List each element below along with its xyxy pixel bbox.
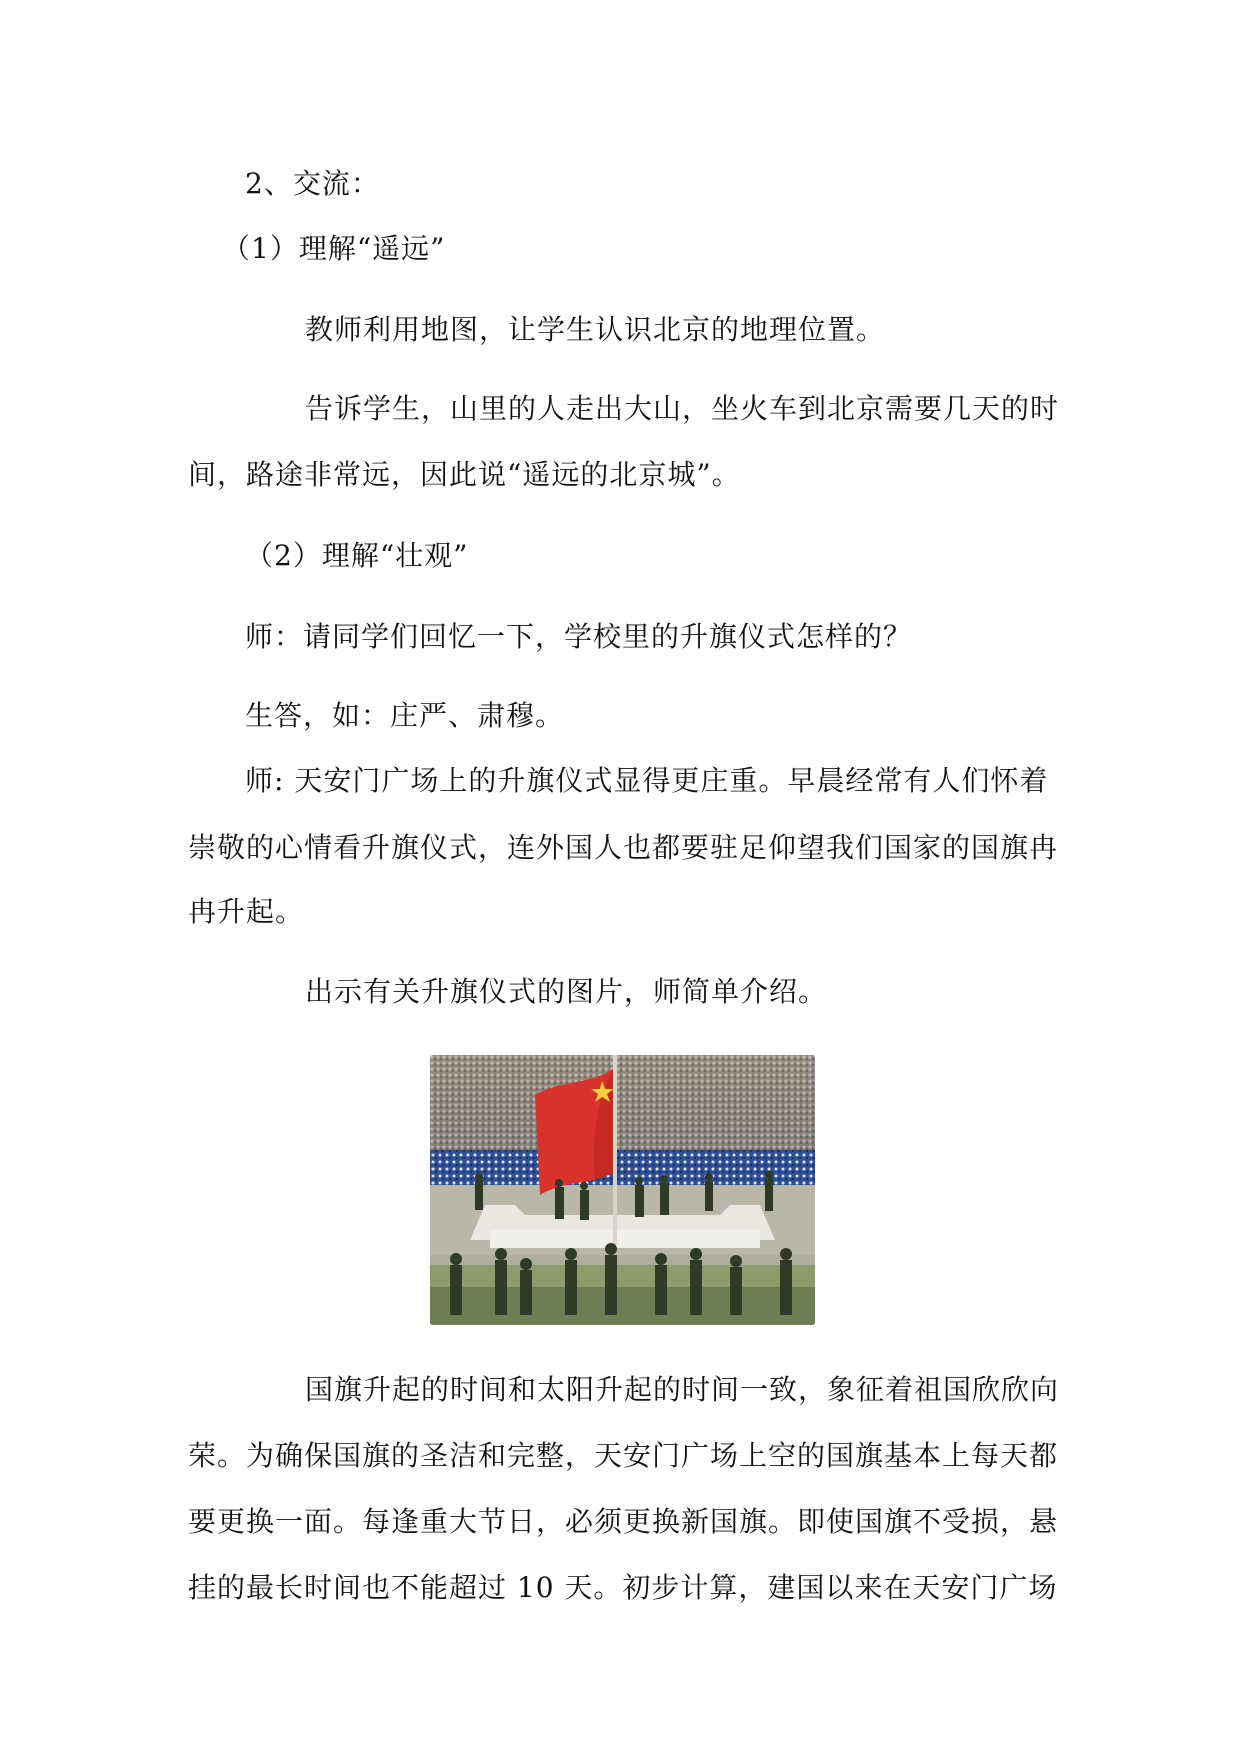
- paragraph-line: 出示有关升旗仪式的图片，师简单介绍。: [305, 975, 828, 1008]
- subheading-2: （2）理解“壮观”: [245, 539, 469, 572]
- flag-raising-photo: [430, 1055, 815, 1325]
- paragraph-line: 间，路途非常远，因此说“遥远的北京城”。: [188, 458, 741, 491]
- paragraph-line: 要更换一面。每逢重大节日，必须更换新国旗。即使国旗不受损，悬: [188, 1505, 1059, 1538]
- paragraph-line: 挂的最长时间也不能超过 10 天。初步计算，建国以来在天安门广场: [188, 1571, 1058, 1604]
- paragraph-line: 告诉学生，山里的人走出大山，坐火车到北京需要几天的时: [305, 392, 1060, 425]
- paragraph-line: 崇敬的心情看升旗仪式，连外国人也都要驻足仰望我们国家的国旗冉: [188, 831, 1059, 864]
- paragraph-line: 生答，如：庄严、肃穆。: [245, 699, 565, 732]
- subheading-1: （1）理解“遥远”: [222, 232, 446, 265]
- paragraph-line: 国旗升起的时间和太阳升起的时间一致，象征着祖国欣欣向: [305, 1373, 1060, 1406]
- paragraph-line: 师：请同学们回忆一下，学校里的升旗仪式怎样的？: [245, 620, 913, 653]
- paragraph-line: 冉升起。: [188, 895, 305, 928]
- paragraph-line: 教师利用地图，让学生认识北京的地理位置。: [305, 313, 886, 346]
- section-heading: 2、交流：: [245, 167, 380, 200]
- paragraph-line: 师: 天安门广场上的升旗仪式显得更庄重。早晨经常有人们怀着: [245, 764, 1049, 797]
- paragraph-line: 荣。为确保国旗的圣洁和完整，天安门广场上空的国旗基本上每天都: [188, 1439, 1059, 1472]
